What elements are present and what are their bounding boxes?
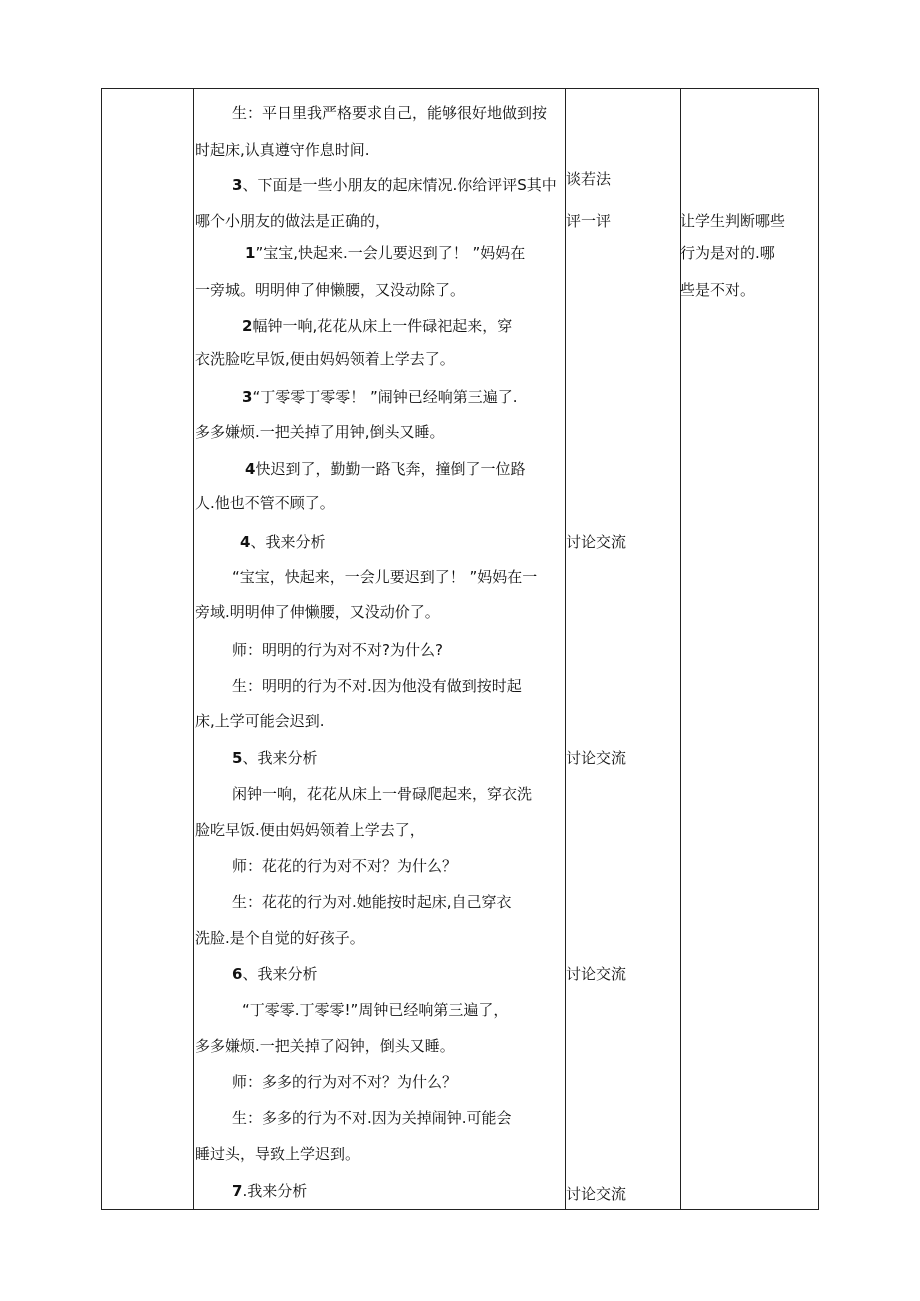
content-line: “宝宝，快起来，一会儿要迟到了！ ”妈妈在一	[232, 568, 538, 586]
purpose-line: 些是不对。	[680, 281, 756, 299]
content-line: 生：花花的行为对.她能按时起床,自己穿衣	[232, 893, 512, 911]
method-label: 谈若法	[566, 170, 612, 188]
purpose-line: 让学生判断哪些	[680, 212, 786, 230]
purpose-line: 行为是对的.哪	[680, 244, 775, 262]
content-line: 生：多多的行为不对.因为关掉闹钟.可能会	[232, 1109, 512, 1127]
content-line: 多多嫌烦.一把关掉了闷钟，倒头又睡。	[195, 1037, 455, 1055]
content-line: 2幅钟一响,花花从床上一件碌祀起来，穿	[242, 317, 513, 335]
content-line: 师：多多的行为对不对？为什么？	[232, 1073, 458, 1091]
content-line: 旁域.明明伸了伸懒腰，又没动价了。	[195, 603, 440, 621]
content-line: 衣洗脸吃早饭,便由妈妈领着上学去了。	[195, 350, 455, 368]
content-line: 人.他也不管不顾了。	[195, 494, 335, 512]
method-label: 讨论交流	[566, 965, 627, 983]
method-label: 评一评	[566, 212, 612, 230]
content-heading: 4、我来分析	[240, 533, 326, 551]
content-line: 多多嫌烦.一把关掉了用钟,倒头又睡。	[195, 423, 445, 441]
method-label: 讨论交流	[566, 533, 627, 551]
content-line: 生：平日里我严格要求自己，能够很好地做到按	[232, 104, 548, 122]
content-line: “丁零零.丁零零!”周钟已经响第三遍了，	[242, 1001, 509, 1019]
content-line: 闲钟一响，花花从床上一骨碌爬起来，穿衣洗	[232, 785, 533, 803]
content-line: 3、下面是一些小朋友的起床情况.你给评评S其中	[232, 176, 557, 194]
content-heading: 5、我来分析	[232, 749, 318, 767]
content-line: 生：明明的行为不对.因为他没有做到按时起	[232, 677, 522, 695]
content-line: 哪个小朋友的做法是正确的，	[195, 212, 391, 230]
content-line: 一旁城。明明伸了伸懒腰，又没动除了。	[195, 281, 466, 299]
content-line: 洗脸.是个自觉的好孩子。	[195, 929, 365, 947]
content-heading: 6、我来分析	[232, 965, 318, 983]
content-line: 床,上学可能会迟到.	[195, 712, 325, 730]
content-heading: 7.我来分析	[232, 1182, 308, 1200]
column-divider	[193, 89, 194, 1209]
content-line: 1”宝宝,快起来.一会儿要迟到了！ ”妈妈在	[245, 244, 526, 262]
method-label: 讨论交流	[566, 1185, 627, 1203]
content-line: 师：明明的行为对不对?为什么?	[232, 641, 443, 659]
content-line: 睡过头，导致上学迟到。	[195, 1145, 361, 1163]
column-divider	[565, 89, 566, 1209]
method-label: 讨论交流	[566, 749, 627, 767]
content-line: 师：花花的行为对不对？为什么？	[232, 857, 458, 875]
content-line: 4快迟到了，勤勤一路飞奔，撞倒了一位路	[245, 460, 526, 478]
content-line: 时起床,认真遵守作息时间.	[195, 141, 370, 159]
content-line: 3“丁零零丁零零！ ”闹钟已经响第三遍了.	[242, 388, 518, 406]
content-line: 脸吃早饭.便由妈妈领着上学去了，	[195, 821, 425, 839]
